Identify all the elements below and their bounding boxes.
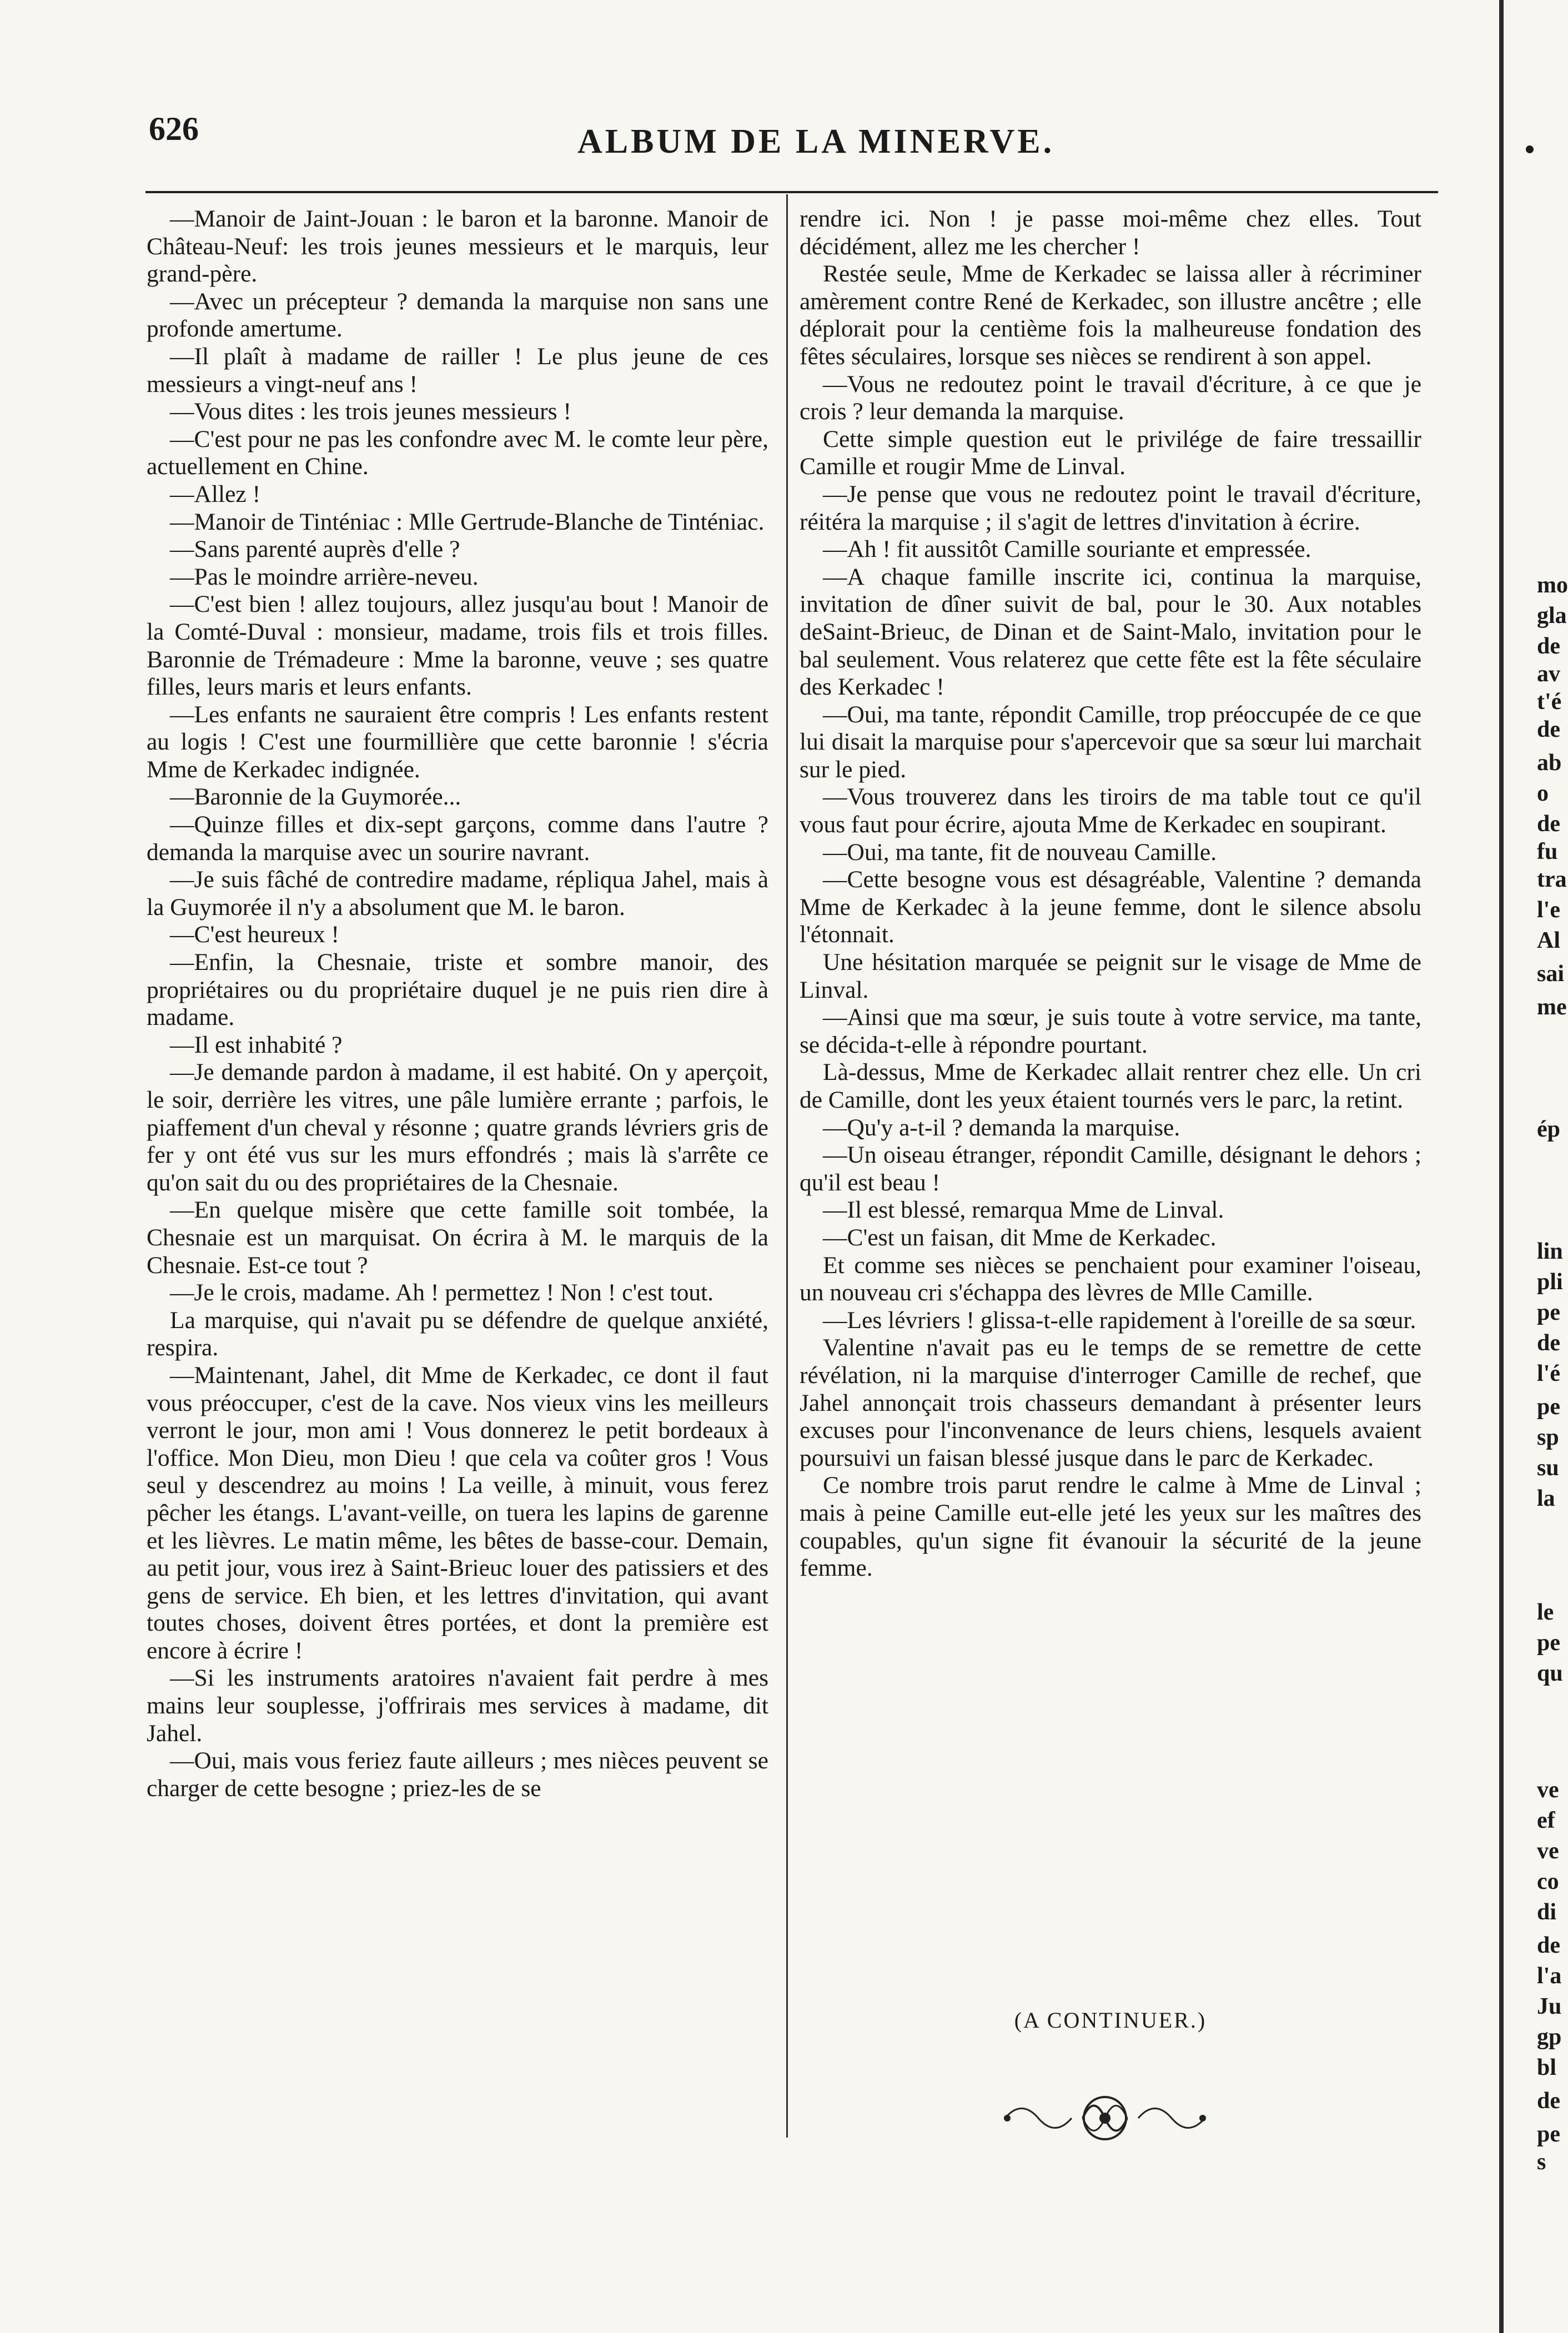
bleed-fragment: pe [1537,1300,1560,1325]
paragraph: Ce nombre trois parut rendre le calme à Mme de Linval ; mais à peine Camille eut-elle jeté les yeux sur les maîtres des coupables, qu'un signe fit évanouir la sécurité de la jeune femme. [800,1472,1421,1582]
bleed-fragment: la [1537,1486,1555,1511]
column-divider [786,194,788,2138]
bleed-fragment: de [1537,811,1560,837]
paragraph: —C'est heureux ! [170,921,340,948]
paragraph: —Ainsi que ma sœur, je suis toute à votre service, ma tante, se décida-t-elle à répondre pourtant. [800,1004,1421,1058]
paragraph: —Je suis fâché de contredire madame, répliqua Jahel, mais à la Guymorée il n'y a absolument que M. le baron. [147,866,768,921]
bleed-fragment: pe [1537,1630,1560,1656]
paragraph: Valentine n'avait pas eu le temps de se remettre de cette révélation, ni la marquise d'interroger Camille de rechef, que Jahel annonçait trois chasseurs demandant à présenter leurs excuses pour l'inconvenance de leurs chiens, lesquels avaient poursuivi un faisan blessé jusque dans le parc de Kerkadec. [800,1334,1421,1471]
header-rule [145,191,1438,193]
ornament-flourish [999,2088,1210,2149]
paragraph: Cette simple question eut le privilége de faire tressaillir Camille et rougir Mme de Linval. [800,425,1421,480]
bleed-fragment: bl [1537,2055,1557,2080]
bleed-fragment: ab [1537,750,1562,776]
paragraph: —En quelque misère que cette famille soit tombée, la Chesnaie est un marquisat. On écrira à M. le marquis de la Chesnaie. Est-ce tout ? [147,1196,768,1279]
paragraph: —Il plaît à madame de railler ! Le plus jeune de ces messieurs a vingt-neuf ans ! [147,343,768,398]
paragraph: —Je le crois, madame. Ah ! permettez ! Non ! c'est tout. [170,1279,714,1306]
bleed-fragment: ép [1537,1117,1560,1142]
bleed-fragment: qu [1537,1661,1563,1686]
bleed-fragment: fu [1537,839,1558,864]
bleed-fragment: Ju [1537,1994,1562,2019]
paragraph: —Quinze filles et dix-sept garçons, comme dans l'autre ? demanda la marquise avec un sourire navrant. [147,811,768,866]
paragraph: —Pas le moindre arrière-neveu. [170,563,479,590]
paragraph: rendre ici. Non ! je passe moi-même chez elles. Tout décidément, allez me les chercher ! [800,205,1421,260]
bleed-fragment: de [1537,633,1560,659]
bleed-fragment: de [1537,717,1560,742]
bleed-fragment: pe [1537,2121,1560,2147]
paragraph: Et comme ses nièces se penchaient pour examiner l'oiseau, un nouveau cri s'échappa des lèvres de Mlle Camille. [800,1251,1421,1306]
paragraph: —Vous trouverez dans les tiroirs de ma table tout ce qu'il vous faut pour écrire, ajouta Mme de Kerkadec en soupirant. [800,783,1421,838]
paragraph: —C'est pour ne pas les confondre avec M. le comte leur père, actuellement en Chine. [147,425,768,480]
paragraph: —Allez ! [170,480,261,507]
paragraph: —Il est inhabité ? [170,1031,343,1058]
page-number: 626 [149,110,199,147]
left-column [147,205,768,1802]
bleed-fragment: av [1537,661,1560,687]
paragraph: —Vous ne redoutez point le travail d'écriture, à ce que je crois ? leur demanda la marquise. [800,370,1421,425]
bleed-fragment: mo [1537,572,1568,598]
bleed-fragment: l'e [1537,897,1560,923]
paragraph: —Un oiseau étranger, répondit Camille, désignant le dehors ; qu'il est beau ! [800,1142,1421,1196]
paragraph: —Cette besogne vous est désagréable, Valentine ? demanda Mme de Kerkadec à la jeune femme, dont le silence absolu l'étonnait. [800,866,1421,948]
paragraph: —Vous dites : les trois jeunes messieurs ! [170,398,571,425]
bleed-fragment: gla [1537,603,1567,628]
bleed-fragment: s [1537,2149,1546,2175]
bleed-fragment: ve [1537,1777,1559,1803]
paragraph: —Avec un précepteur ? demanda la marquise non sans une profonde amertume. [147,288,768,343]
bleed-fragment: t'é [1537,689,1562,715]
bleed-fragment: de [1537,1330,1560,1356]
bleed-fragment: di [1537,1899,1557,1925]
paragraph: —Les lévriers ! glissa-t-elle rapidement à l'oreille de sa sœur. [823,1306,1416,1334]
bleed-fragment: le [1537,1600,1554,1625]
paragraph: —Enfin, la Chesnaie, triste et sombre manoir, des propriétaires ou du propriétaire duquel je ne puis rien dire à madame. [147,949,768,1031]
bleed-fragment: ef [1537,1808,1555,1833]
bleed-fragment: Al [1537,928,1560,953]
paragraph: —Maintenant, Jahel, dit Mme de Kerkadec, ce dont il faut vous préoccuper, c'est de la cave. Nos vieux vins les meilleurs verront le jour, mon ami ! Vous donnerez le petit bordeaux à l'office. Mon Dieu, mon Dieu ! que cela va coûter gros ! Vous seul y descendrez au moins ! La veille, à minuit, vous ferez pêcher les étangs. L'avant-veille, on tuera les lapins de garenne et les lièvres. Le matin même, les bêtes de basse-cour. Demain, au petit jour, vous irez à Saint-Brieuc louer des patissiers et des gens de service. Eh bien, et les lettres d'invitation, qui avant toutes choses, doivent êtres portées, et dont la première est encore à écrire ! [147,1361,768,1664]
bleed-fragment: sp [1537,1425,1559,1450]
bleed-fragment: pe [1537,1394,1560,1420]
paragraph: La marquise, qui n'avait pu se défendre de quelque anxiété, respira. [147,1306,768,1361]
paragraph: —Oui, ma tante, fit de nouveau Camille. [823,838,1217,866]
bleed-fragment: tra [1537,867,1567,892]
bleed-fragment: me [1537,994,1567,1020]
bleed-fragment: l'é [1537,1361,1560,1386]
paragraph: —A chaque famille inscrite ici, continua la marquise, invitation de dîner suivit de bal, pour le 30. Aux notables deSaint-Brieuc, de Dinan et de Saint-Malo, invitation pour le bal seulement. Vous relaterez que cette fête est la fête séculaire des Kerkadec ! [800,563,1421,701]
bleed-fragment: de [1537,2088,1560,2114]
bleed-fragment: gp [1537,2024,1562,2050]
bleed-fragment: su [1537,1455,1559,1481]
bleed-fragment: ve [1537,1838,1559,1864]
bleed-fragment: sai [1537,961,1565,987]
paragraph: —Manoir de Tinténiac : Mlle Gertrude-Blanche de Tinténiac. [170,508,765,535]
bleed-fragment: co [1537,1869,1559,1894]
paragraph: —Manoir de Jaint-Jouan : le baron et la baronne. Manoir de Château-Neuf: les trois jeunes messieurs et le marquis, leur grand-père. [147,205,768,288]
right-column [800,205,1421,1582]
to-be-continued: (A CONTINUER.) [1014,2008,1207,2033]
paragraph: Restée seule, Mme de Kerkadec se laissa aller à récriminer amèrement contre René de Kerkadec, son illustre ancêtre ; elle déplorait pour la centième fois la malheureuse fondation des fêtes séculaires, lorsque ses nièces se rendirent à son appel. [800,260,1421,370]
paragraph: —Je pense que vous ne redoutez point le travail d'écriture, réitéra la marquise ; il s'agit de lettres d'invitation à écrire. [800,480,1421,535]
paragraph: —C'est un faisan, dit Mme de Kerkadec. [823,1224,1217,1251]
bleed-fragment: l'a [1537,1963,1562,1989]
running-head: ALBUM DE LA MINERVE. [577,123,1055,160]
paragraph: —Il est blessé, remarqua Mme de Linval. [823,1196,1224,1224]
bleed-fragment: de [1537,1933,1560,1958]
page-edge [1499,0,1504,2333]
paragraph: —Je demande pardon à madame, il est habité. On y aperçoit, le soir, derrière les vitres, une pâle lumière errante ; parfois, le piaffement d'un cheval y résonne ; quatre grands lévriers gris de fer y ont été vus sur les murs effondrés ; mais là s'arrête ce qu'on sait du ou des propriétaires de la Chesnaie. [147,1059,768,1196]
bleed-fragment: lin [1537,1239,1563,1264]
paragraph: Là-dessus, Mme de Kerkadec allait rentrer chez elle. Un cri de Camille, dont les yeux étaient tournés vers le parc, la retint. [800,1059,1421,1113]
paragraph: —Baronnie de la Guymorée... [170,783,461,811]
paragraph: —Oui, mais vous feriez faute ailleurs ; mes nièces peuvent se charger de cette besogne ; priez-les de se [147,1747,768,1802]
paragraph: —Ah ! fit aussitôt Camille souriante et empressée. [823,536,1311,563]
paragraph: —Oui, ma tante, répondit Camille, trop préoccupée de ce que lui disait la marquise pour s'apercevoir que sa sœur lui marchait sur le pied. [800,701,1421,783]
paragraph: —Les enfants ne sauraient être compris ! Les enfants restent au logis ! C'est une fourmillière que cette baronnie ! s'écria Mme de Kerkadec indignée. [147,701,768,783]
paragraph: —Qu'y a-t-il ? demanda la marquise. [823,1114,1180,1141]
paragraph: —C'est bien ! allez toujours, allez jusqu'au bout ! Manoir de la Comté-Duval : monsieur, madame, trois fils et trois filles. Baronnie de Trémadeure : Mme la baronne, veuve ; ses quatre filles, leurs maris et leurs enfants. [147,591,768,701]
paragraph: —Si les instruments aratoires n'avaient fait perdre à mes mains leur souplesse, j'offrirais mes services à madame, dit Jahel. [147,1665,768,1747]
paragraph: —Sans parenté auprès d'elle ? [170,536,460,563]
bleed-fragment: pli [1537,1269,1563,1295]
paragraph: Une hésitation marquée se peignit sur le visage de Mme de Linval. [800,949,1421,1003]
bleed-fragment: o [1537,781,1549,806]
